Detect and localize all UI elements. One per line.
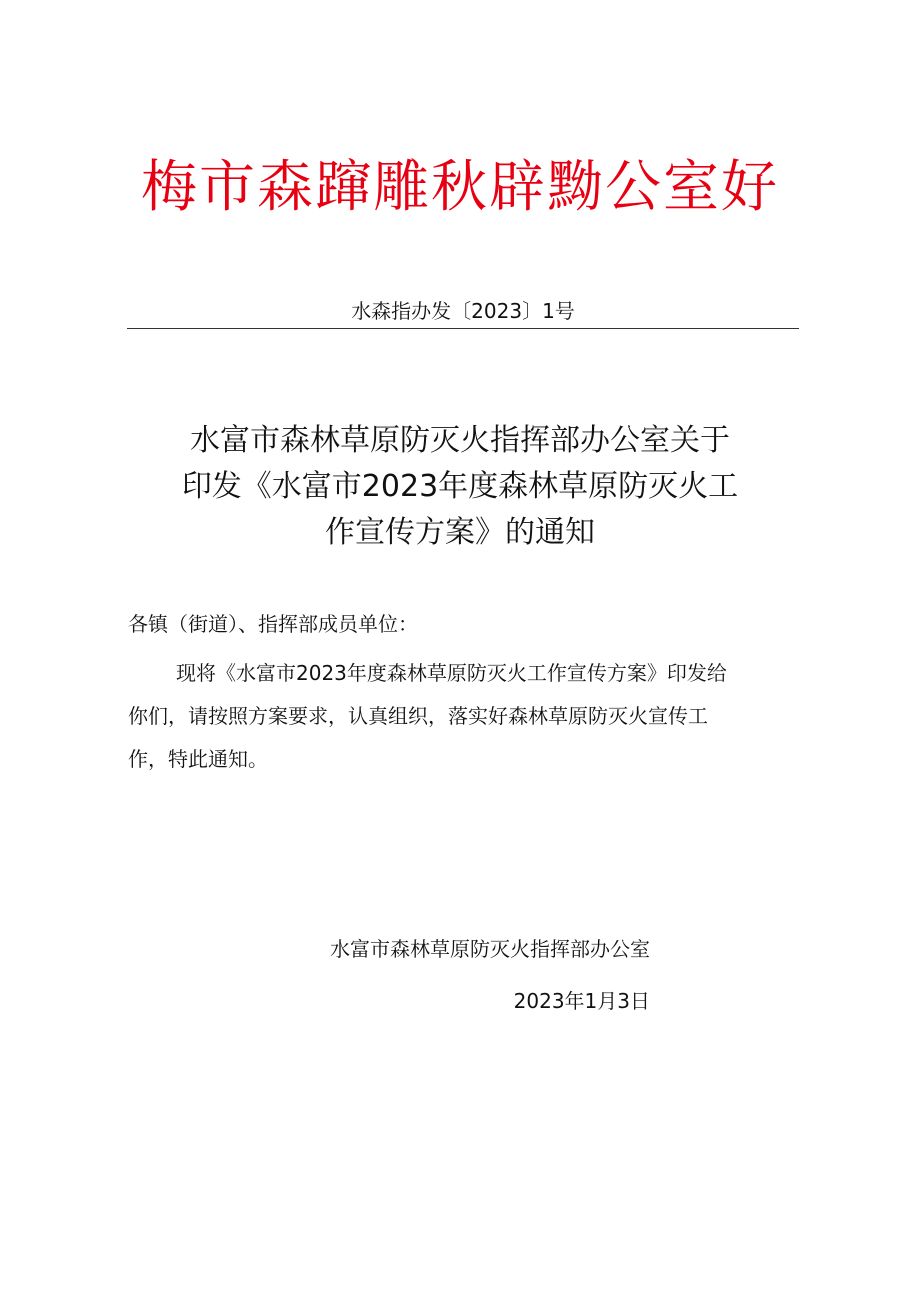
issue-date: 2023年1月3日 <box>513 989 650 1013</box>
document-title <box>130 418 790 556</box>
title-line: 水富市森林草原防灭火指挥部办公室关于 <box>190 423 730 458</box>
document-number: 水森指办发〔2023〕1号 <box>351 299 575 323</box>
paragraph-line: 你们，请按照方案要求，认真组织，落实好森林草原防灭火宣传工 <box>128 704 708 728</box>
addressee: 各镇（街道）、指挥部成员单位： <box>128 612 418 636</box>
paragraph-line: 现将《水富市2023年度森林草原防灭火工作宣传方案》印发给 <box>176 661 727 685</box>
red-header-banner: 梅市森蹿雕秋辟黝公室好 <box>141 155 779 220</box>
title-line: 作宣传方案》的通知 <box>325 515 595 550</box>
paragraph-line: 作，特此通知。 <box>128 747 268 771</box>
issuing-office: 水富市森林草原防灭火指挥部办公室 <box>330 937 650 961</box>
body-paragraph <box>128 652 788 781</box>
header-separator-line <box>127 328 799 329</box>
title-line: 印发《水富市2023年度森林草原防灭火工 <box>181 469 739 504</box>
